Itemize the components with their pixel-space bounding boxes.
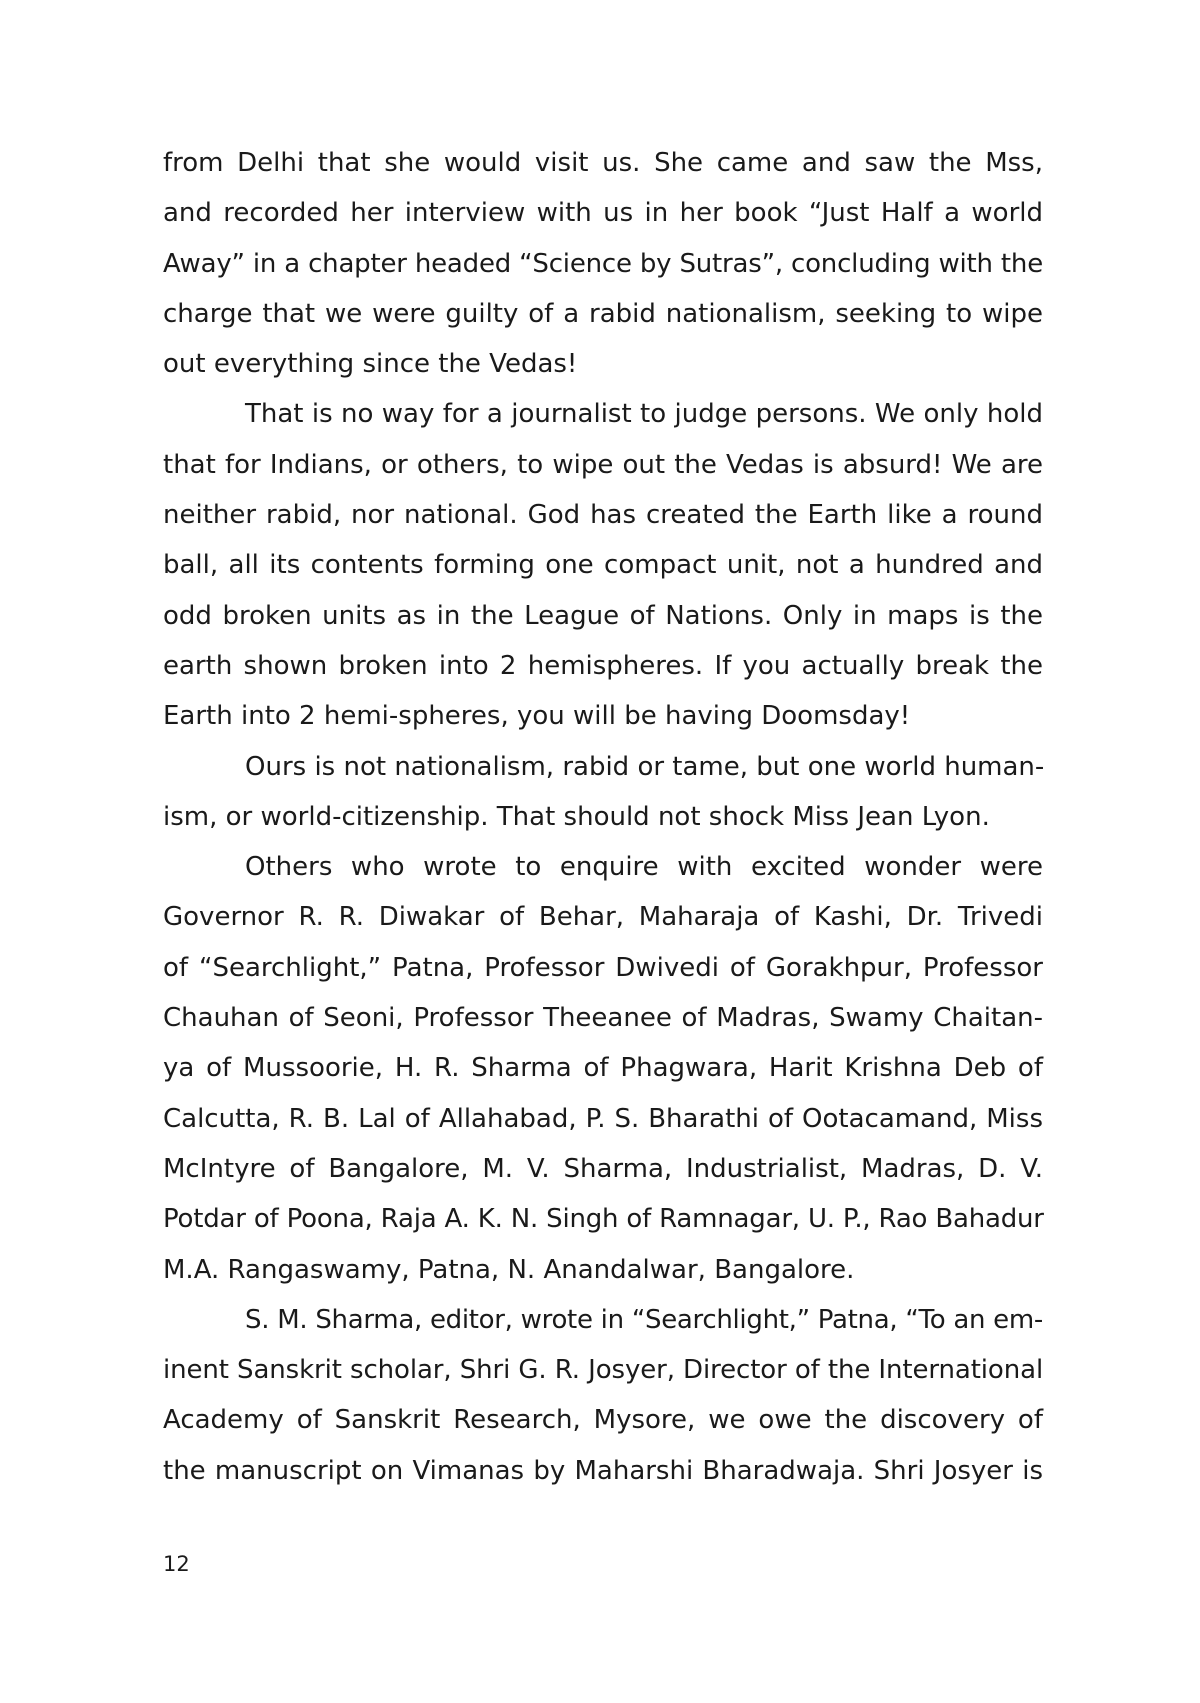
text-line: inent Sanskrit scholar, Shri G. R. Josyer, Director of the International: [163, 1355, 1044, 1386]
text-line: that for Indians, or others, to wipe out the Vedas is absurd! We are: [163, 449, 1043, 480]
text-line: the manuscript on Vimanas by Maharshi Bharadwaja. Shri Josyer is: [163, 1455, 1043, 1486]
text-line: ya of Mussoorie, H. R. Sharma of Phagwara, Harit Krishna Deb of: [163, 1053, 1043, 1084]
text-line: That is no way for a journalist to judge persons. We only hold: [245, 399, 1043, 430]
text-line: Chauhan of Seoni, Professor Theeanee of Madras, Swamy Chaitan-: [163, 1003, 1043, 1034]
text-line: out everything since the Vedas!: [163, 349, 578, 380]
text-line: odd broken units as in the League of Nations. Only in maps is the: [163, 600, 1043, 631]
text-line: Governor R. R. Diwakar of Behar, Maharaja of Kashi, Dr. Trivedi: [163, 902, 1043, 933]
body-text: [163, 138, 1043, 1496]
text-line: and recorded her interview with us in her book “Just Half a world: [163, 198, 1043, 229]
text-line: of “Searchlight,” Patna, Professor Dwivedi of Gorakhpur, Professor: [163, 952, 1043, 983]
text-line: S. M. Sharma, editor, wrote in “Searchlight,” Patna, “To an em-: [245, 1304, 1043, 1335]
text-line: Others who wrote to enquire with excited wonder were: [245, 852, 1043, 883]
text-line: neither rabid, nor national. God has created the Earth like a round: [163, 500, 1043, 531]
text-line: ball, all its contents forming one compact unit, not a hundred and: [163, 550, 1043, 581]
text-line: M.A. Rangaswamy, Patna, N. Anandalwar, Bangalore.: [163, 1254, 855, 1285]
text-line: ism, or world-citizenship. That should not shock Miss Jean Lyon.: [163, 801, 990, 832]
text-line: earth shown broken into 2 hemispheres. If you actually break the: [163, 650, 1043, 681]
text-line: Academy of Sanskrit Research, Mysore, we owe the discovery of: [163, 1405, 1043, 1436]
text-line: Earth into 2 hemi-spheres, you will be having Doomsday!: [163, 701, 911, 732]
text-line: Potdar of Poona, Raja A. K. N. Singh of Ramnagar, U. P., Rao Bahadur: [163, 1204, 1044, 1235]
text-line: Ours is not nationalism, rabid or tame, but one world human-: [245, 751, 1045, 782]
text-line: Calcutta, R. B. Lal of Allahabad, P. S. Bharathi of Ootacamand, Miss: [163, 1103, 1043, 1134]
text-line: from Delhi that she would visit us. She came and saw the Mss,: [163, 148, 1043, 178]
text-line: McIntyre of Bangalore, M. V. Sharma, Industrialist, Madras, D. V.: [163, 1153, 1043, 1184]
text-line: charge that we were guilty of a rabid nationalism, seeking to wipe: [163, 298, 1043, 329]
page-number: 12: [163, 1552, 190, 1576]
text-line: Away” in a chapter headed “Science by Sutras”, concluding with the: [163, 248, 1043, 279]
